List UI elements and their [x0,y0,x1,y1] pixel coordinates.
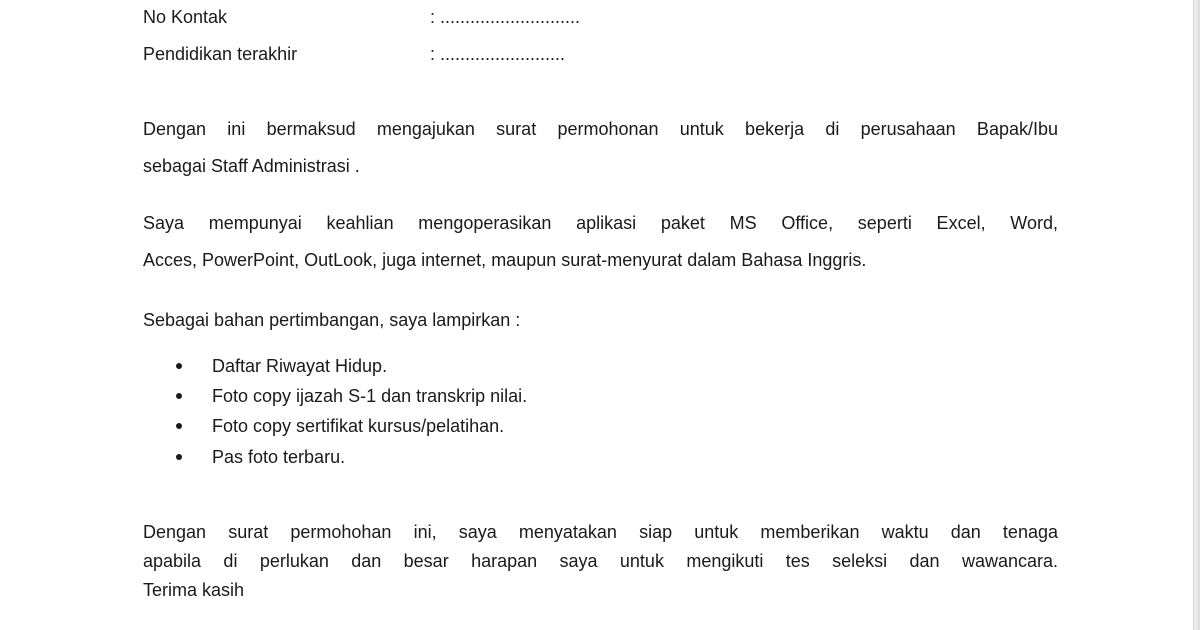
paragraph-intro-line-2: sebagai Staff Administrasi . [143,156,360,176]
list-item [176,355,388,377]
list-item [176,385,528,407]
list-item-text: Foto copy sertifikat kursus/pelatihan. [212,416,505,436]
paragraph-skills-line-1: Saya mempunyai keahlian mengoperasikan aplikasi paket MS Office, seperti Excel, Word, [143,213,1058,233]
list-item-text: Daftar Riwayat Hidup. [212,356,388,376]
bullet-icon [176,363,182,369]
paragraph-closing-line-1: Dengan surat permohohan ini, saya menyatakan siap untuk memberikan waktu dan tenaga [143,522,1058,542]
bullet-icon [176,393,182,399]
paragraph-closing-line-2: apabila di perlukan dan besar harapan saya untuk mengikuti tes seleksi dan wawancara. [143,551,1058,571]
bullet-icon [176,454,182,460]
field-value-contact: : ............................ [430,7,581,27]
field-label-contact: No Kontak [143,7,228,27]
list-item-text: Pas foto terbaru. [212,447,346,467]
paragraph-skills-line-2: Acces, PowerPoint, OutLook, juga internet, maupun surat-menyurat dalam Bahasa Inggris. [143,250,867,270]
paragraph-attachments-intro: Sebagai bahan pertimbangan, saya lampirkan : [143,310,521,330]
list-item-text: Foto copy ijazah S-1 dan transkrip nilai. [212,386,528,406]
bullet-icon [176,423,182,429]
field-value-education: : ......................... [430,44,566,64]
paragraph-closing-line-3: Terima kasih [143,580,245,600]
list-item [176,446,346,468]
list-item [176,415,505,437]
field-label-education: Pendidikan terakhir [143,44,298,64]
paragraph-intro-line-1: Dengan ini bermaksud mengajukan surat permohonan untuk bekerja di perusahaan Bapak/Ibu [143,119,1058,139]
page-edge-shadow [1193,0,1200,630]
